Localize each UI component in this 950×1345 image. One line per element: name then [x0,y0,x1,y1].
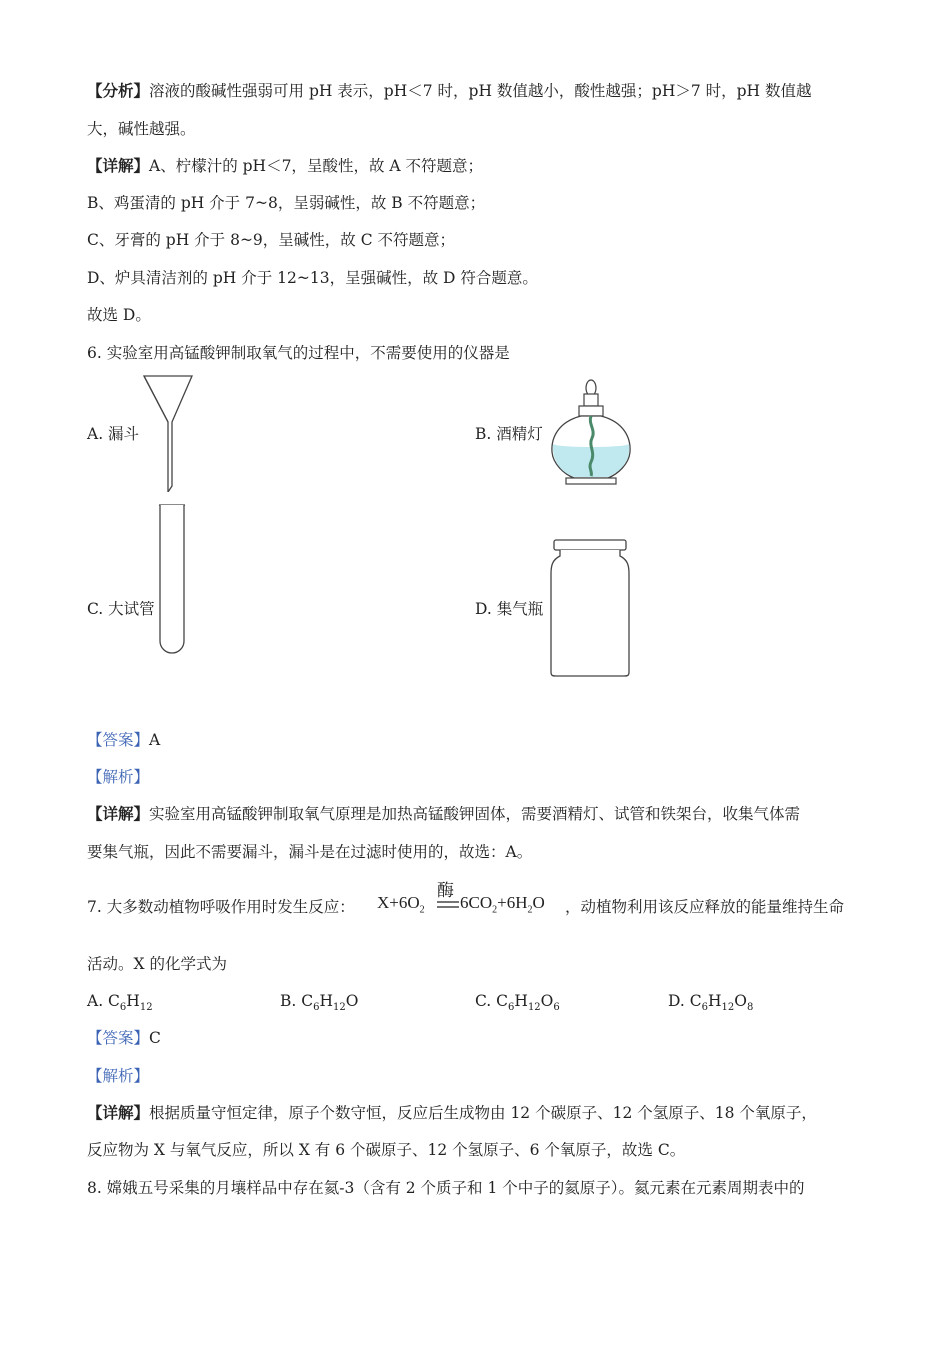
q7-option-a: A. $C_6H_{12}$ [87,992,153,1014]
q6-detail-line-2: 要集气瓶，因此不需要漏斗，漏斗是在过滤时使用的，故选：A。 [87,843,533,861]
q6-option-d: D. 集气瓶 [475,600,544,618]
detail-tag: 【详解】 [87,804,150,823]
q7-option-d: D. $C_6H_{12}O_8$ [668,992,754,1014]
q6-jiexi-tag: 【解析】 [87,768,150,786]
answer-tag: 【答案】 [87,731,150,749]
q7-detail-line-1: 【详解】根据质量守恒定律，原子个数守恒，反应后生成物由 12 个碳原子、12 个氢原子、18 个氧原子， [87,1103,817,1122]
answer-value: C [149,1029,161,1047]
q7-answer-line [87,1027,161,1049]
q7-stem-suffix: ，动植物利用该反应释放的能量维持生命 [565,898,845,916]
conclusion-line: 故选 D。 [87,306,151,324]
detail-tag: 【详解】 [87,156,150,175]
q6-option-a: A. 漏斗 [87,425,140,443]
q7-eq-condition: 酶 [437,881,454,900]
q7-eq-right: $6CO_2+6H_2O$ [460,893,545,916]
analysis-line-2: 大，碱性越强。 [87,120,196,138]
gas-bottle-icon [546,538,634,680]
detail-line-b: B、鸡蛋清的 pH 介于 7~8，呈弱碱性，故 B 不符题意； [87,194,486,212]
answer-tag: 【答案】 [87,1029,150,1047]
analysis-line-1: 【分析】溶液的酸碱性强弱可用 pH 表示，pH＜7 时，pH 数值越小，酸性越强；pH＞7 时，pH 数值越 [87,81,812,100]
funnel-icon [140,372,200,492]
q6-option-b: B. 酒精灯 [475,425,543,443]
q7-stem-line-2: 活动。X 的化学式为 [87,955,227,973]
analysis-tag: 【分析】 [87,81,150,100]
q7-equation: $X+6O_2$ [377,893,425,916]
q7-option-b: B. $C_6H_{12}O$ [280,992,359,1014]
q8-stem: 8. 嫦娥五号采集的月壤样品中存在氦-3（含有 2 个质子和 1 个中子的氦原子）。氦元素在元素周期表中的 [87,1179,805,1197]
q7-detail-line-2: 反应物为 X 与氧气反应，所以 X 有 6 个碳原子、12 个氢原子、6 个氧原子，故选 C。 [87,1141,686,1159]
q7-stem-prefix: 7. 大多数动植物呼吸作用时发生反应： [87,898,355,916]
eq-double-line [437,901,459,909]
detail-line-a: 【详解】A、柠檬汁的 pH＜7，呈酸性，故 A 不符题意； [87,156,483,175]
q6-answer-line [87,729,160,751]
q7-jiexi-tag: 【解析】 [87,1067,150,1085]
detail-line-c: C、牙膏的 pH 介于 8~9，呈碱性，故 C 不符题意； [87,231,456,249]
q7-option-c: C. $C_6H_{12}O_6$ [475,992,560,1014]
answer-value: A [149,731,161,749]
detail-line-d: D、炉具清洁剂的 pH 介于 12~13，呈强碱性，故 D 符合题意。 [87,269,538,287]
test-tube-icon [155,503,191,658]
q6-stem: 6. 实验室用高锰酸钾制取氧气的过程中，不需要使用的仪器是 [87,344,510,362]
q6-detail-line-1: 【详解】实验室用高锰酸钾制取氧气原理是加热高锰酸钾固体，需要酒精灯、试管和铁架台，收集气体需 [87,804,801,823]
alcohol-lamp-icon [548,378,638,488]
q6-option-c: C. 大试管 [87,600,155,618]
detail-tag: 【详解】 [87,1103,150,1122]
